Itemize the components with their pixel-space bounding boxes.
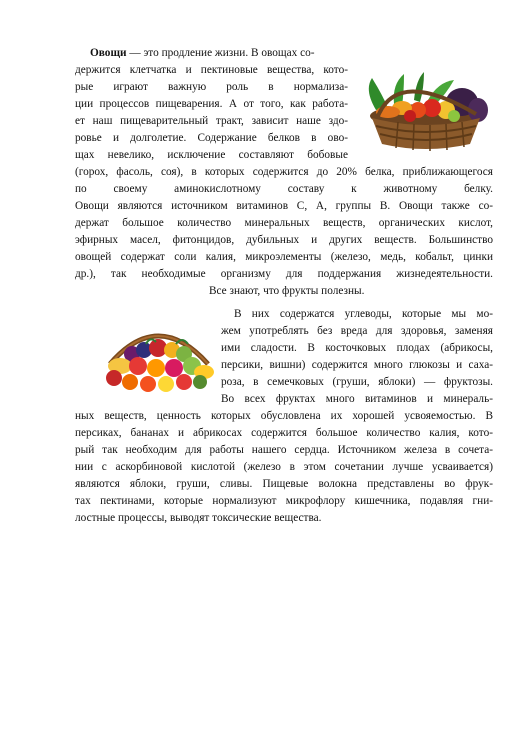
para1-line-12: эфирных масел, фитонцидов, дубильных и других веществ. Большинство bbox=[75, 234, 493, 246]
para1-line-1-text: — это продление жизни. В овощах со- bbox=[126, 47, 315, 59]
para1-line-11: держат большое количество минеральных веществ, органических кислот, bbox=[75, 217, 493, 229]
para2-line-6: Во всех фруктах много витаминов и минераль- bbox=[221, 393, 493, 405]
para1-line-3: рые играют важную роль в нормализа- bbox=[75, 81, 348, 93]
vegetable-basket-icon bbox=[358, 70, 498, 152]
para2-line-2: жем употреблять без вреда для здоровья, заменяя bbox=[221, 325, 493, 337]
para2-line-7: ных веществ, ценность которых обусловлена их хорошей усвояемостью. В bbox=[75, 410, 493, 422]
para2-last-line: лостные процессы, выводят токсические вещества. bbox=[75, 512, 322, 524]
para1-line-5: ет наш пищеварительный тракт, зависит наше здо- bbox=[75, 115, 348, 127]
para2-line-9: рый так необходим для работы нашего сердца. Источником железа в сочета- bbox=[75, 444, 493, 456]
para1-line-6: ровье и долголетие. Содержание белков в ово- bbox=[75, 132, 348, 144]
para1-closing: Все знают, что фрукты полезны. bbox=[209, 285, 365, 297]
para2-line-4: персики, вишни) содержится много глюкозы и саха- bbox=[221, 359, 493, 371]
para1-line-4: ции процессов пищеварения. А от того, как работа- bbox=[75, 98, 348, 110]
para2-line-12: тах пектинами, которые нормализуют микрофлору кишечника, подавляя гни- bbox=[75, 495, 493, 507]
para2-line-10: нии с аскорбиновой кислотой (железо в этом сочетании лучше усваивается) bbox=[75, 461, 493, 473]
para2-line-1: В них содержатся углеводы, которые мы мо- bbox=[234, 308, 493, 320]
lead-word: Овощи bbox=[90, 47, 127, 59]
para1-line-10: Овощи являются источником витаминов С, А, группы В. Овощи также со- bbox=[75, 200, 493, 212]
para2-line-8: персиках, бананах и абрикосах содержится большое количество калия, кото- bbox=[75, 427, 493, 439]
fruit-basket-icon bbox=[98, 314, 220, 398]
para1-line-7: щах невелико, исключение составляют бобовые bbox=[75, 149, 348, 161]
para2-line-5: роза, в семечковых (груши, яблоки) — фруктозы. bbox=[221, 376, 493, 388]
para1-line-14: др.), так необходимые организму для поддержания жизнедеятельности. bbox=[75, 268, 493, 280]
para1-line-8: (горох, фасоль, соя), в которых содержится до 20% белка, приближающегося bbox=[75, 166, 493, 178]
para1-line-1 bbox=[90, 45, 348, 61]
para1-line-2: держится клетчатка и пектиновые вещества, кото- bbox=[75, 64, 348, 76]
para1-line-13: овощей содержат соли калия, микроэлементы (железо, медь, кобальт, цинки bbox=[75, 251, 493, 263]
para1-line-9: по своему аминокислотному составу к животному белку. bbox=[75, 183, 493, 195]
para2-line-11: являются яблоки, груши, сливы. Пищевые волокна представлены во фрук- bbox=[75, 478, 493, 490]
para2-line-3: ими сладости. В косточковых плодах (абрикосы, bbox=[221, 342, 493, 354]
